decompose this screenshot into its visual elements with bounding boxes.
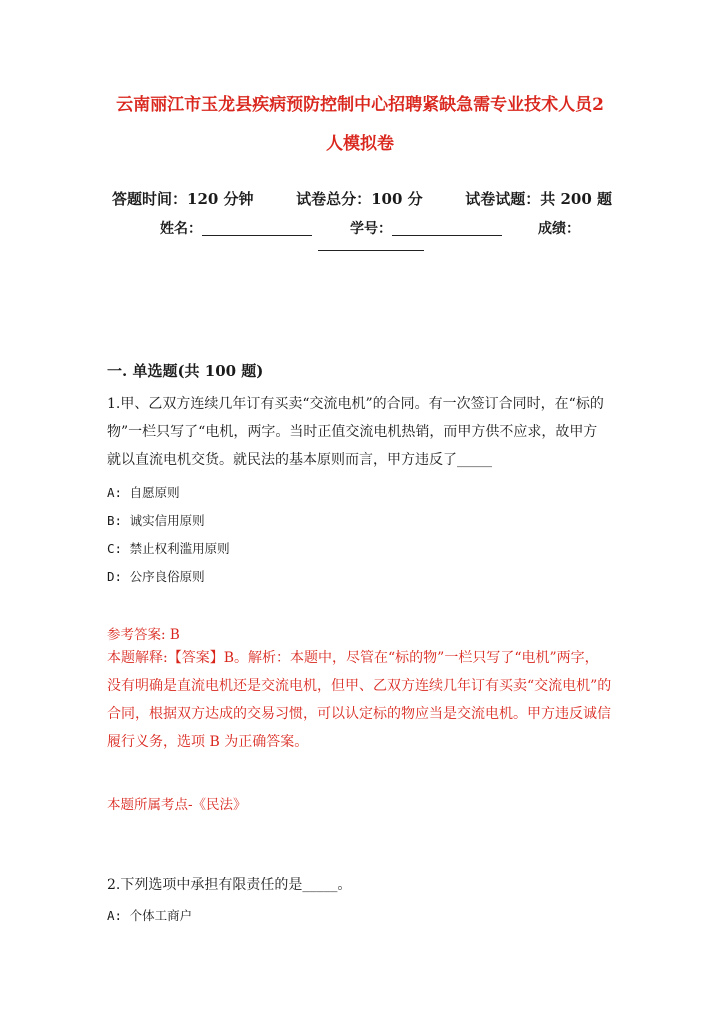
q1-option-d: D: 公序良俗原则 (107, 569, 205, 584)
name-field (160, 218, 312, 238)
q1-option-b: B: 诚实信用原则 (107, 513, 205, 528)
total-score: 试卷总分：100 分 (296, 190, 423, 208)
doc-title-line2: 人模拟卷 (326, 134, 394, 154)
exam-meta (112, 188, 612, 209)
q1-answer: 参考答案: B (107, 627, 180, 643)
q1-option-c: C: 禁止权利滥用原则 (107, 541, 230, 556)
exam-time: 答题时间：120 分钟 (112, 190, 254, 208)
name-blank (202, 221, 312, 236)
q1-option-a: A: 自愿原则 (107, 485, 180, 500)
doc-title-line1: 云南丽江市玉龙县疾病预防控制中心招聘紧缺急需专业技术人员2 (116, 95, 604, 115)
section-heading: 一. 单选题(共 100 题) (107, 362, 264, 380)
id-blank (392, 221, 502, 236)
id-label: 学号： (350, 221, 392, 237)
question-2-stem: 2.下列选项中承担有限责任的是_____。 (107, 877, 352, 893)
id-field (350, 218, 502, 238)
question-1-stem: 1.甲、乙双方连续几年订有买卖“交流电机”的合同。有一次签订合同时，在“标的物”一栏只写了“电机，两字。当时正值交流电机热销，而甲方供不应求，故甲方就以直流电机交货。就民法的基本原则而言，甲方违反了_____ (107, 396, 604, 468)
name-label: 姓名： (160, 221, 202, 237)
score-label: 成绩： (538, 221, 580, 237)
q1-explanation: 本题解释:【答案】B。解析：本题中，尽管在“标的物”一栏只写了“电机”两字，没有明确是直流电机还是交流电机，但甲、乙双方连续几年订有买卖“交流电机”的合同，根据双方达成的交易习惯，可以认定标的物应当是交流电机。甲方违反诚信履行义务，选项 B 为正确答案。 (107, 650, 612, 750)
q2-option-a: A: 个体工商户 (107, 908, 193, 923)
q1-knowledge-point: 本题所属考点-《民法》 (107, 797, 247, 813)
question-count: 试卷试题：共 200 题 (465, 190, 612, 208)
score-blank (318, 250, 424, 251)
